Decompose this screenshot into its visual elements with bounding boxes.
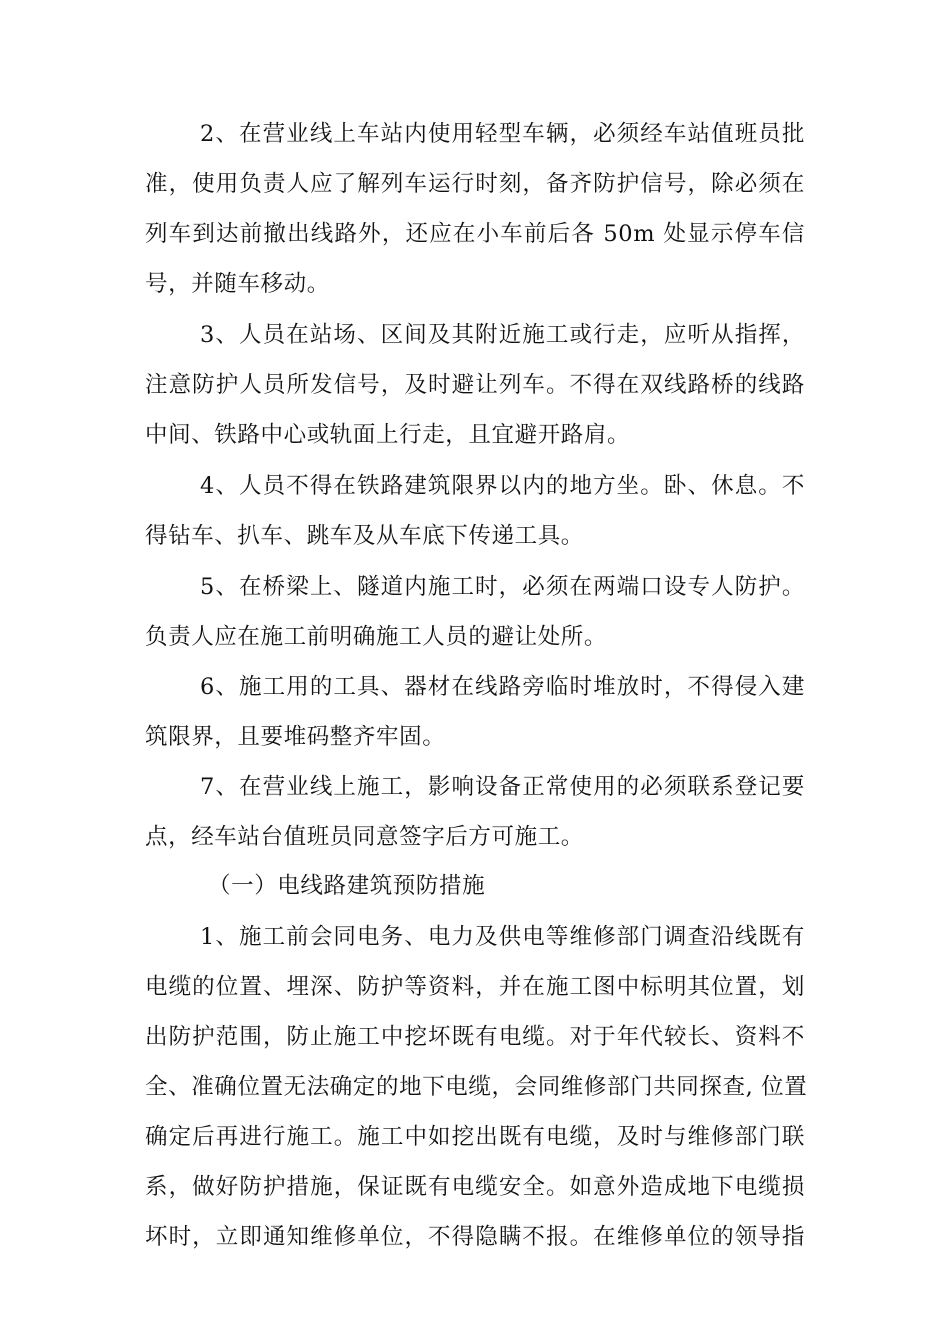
text-line: 坏时，立即通知维修单位，不得隐瞒不报。在维修单位的领导指 <box>145 1224 805 1250</box>
text-line: 4、人员不得在铁路建筑限界以内的地方坐。卧、休息。不 <box>200 473 805 499</box>
text-line: 7、在营业线上施工，影响设备正常使用的必须联系登记要 <box>200 774 805 800</box>
text-line: 负责人应在施工前明确施工人员的避让处所。 <box>145 624 608 650</box>
text-line: 2、在营业线上车站内使用轻型车辆，必须经车站值班员批 <box>200 121 805 147</box>
text-line: 得钻车、扒车、跳车及从车底下传递工具。 <box>145 523 584 549</box>
text-line: 6、施工用的工具、器材在线路旁临时堆放时，不得侵入建 <box>200 674 805 700</box>
section-heading: （一）电线路建筑预防措施 <box>208 873 486 899</box>
text-line: 确定后再进行施工。施工中如挖出既有电缆，及时与维修部门联 <box>145 1124 805 1150</box>
text-line: 筑限界，且要堆码整齐牢固。 <box>145 724 446 750</box>
text-line: 电缆的位置、埋深、防护等资料，并在施工图中标明其位置，划 <box>145 974 805 1000</box>
text-line: 全、准确位置无法确定的地下电缆，会同维修部门共同探查, 位置 <box>145 1074 808 1100</box>
text-line: 系，做好防护措施，保证既有电缆安全。如意外造成地下电缆损 <box>145 1174 805 1200</box>
text-line: 出防护范围，防止施工中挖坏既有电缆。对于年代较长、资料不 <box>145 1024 805 1050</box>
text-line: 号，并随车移动。 <box>145 271 330 297</box>
text-line: 注意防护人员所发信号，及时避让列车。不得在双线路桥的线路 <box>145 372 805 398</box>
text-line: 点，经车站台值班员同意签字后方可施工。 <box>145 824 584 850</box>
text-line: 1、施工前会同电务、电力及供电等维修部门调查沿线既有 <box>200 924 805 950</box>
text-line: 5、在桥梁上、隧道内施工时，必须在两端口设专人防护。 <box>200 574 805 600</box>
text-line: 准，使用负责人应了解列车运行时刻，备齐防护信号，除必须在 <box>145 171 805 197</box>
text-line: 列车到达前撤出线路外，还应在小车前后各 50m 处显示停车信 <box>145 221 805 247</box>
text-line: 3、人员在站场、区间及其附近施工或行走，应听从指挥， <box>200 322 805 348</box>
text-line: 中间、铁路中心或轨面上行走，且宜避开路肩。 <box>145 422 631 448</box>
